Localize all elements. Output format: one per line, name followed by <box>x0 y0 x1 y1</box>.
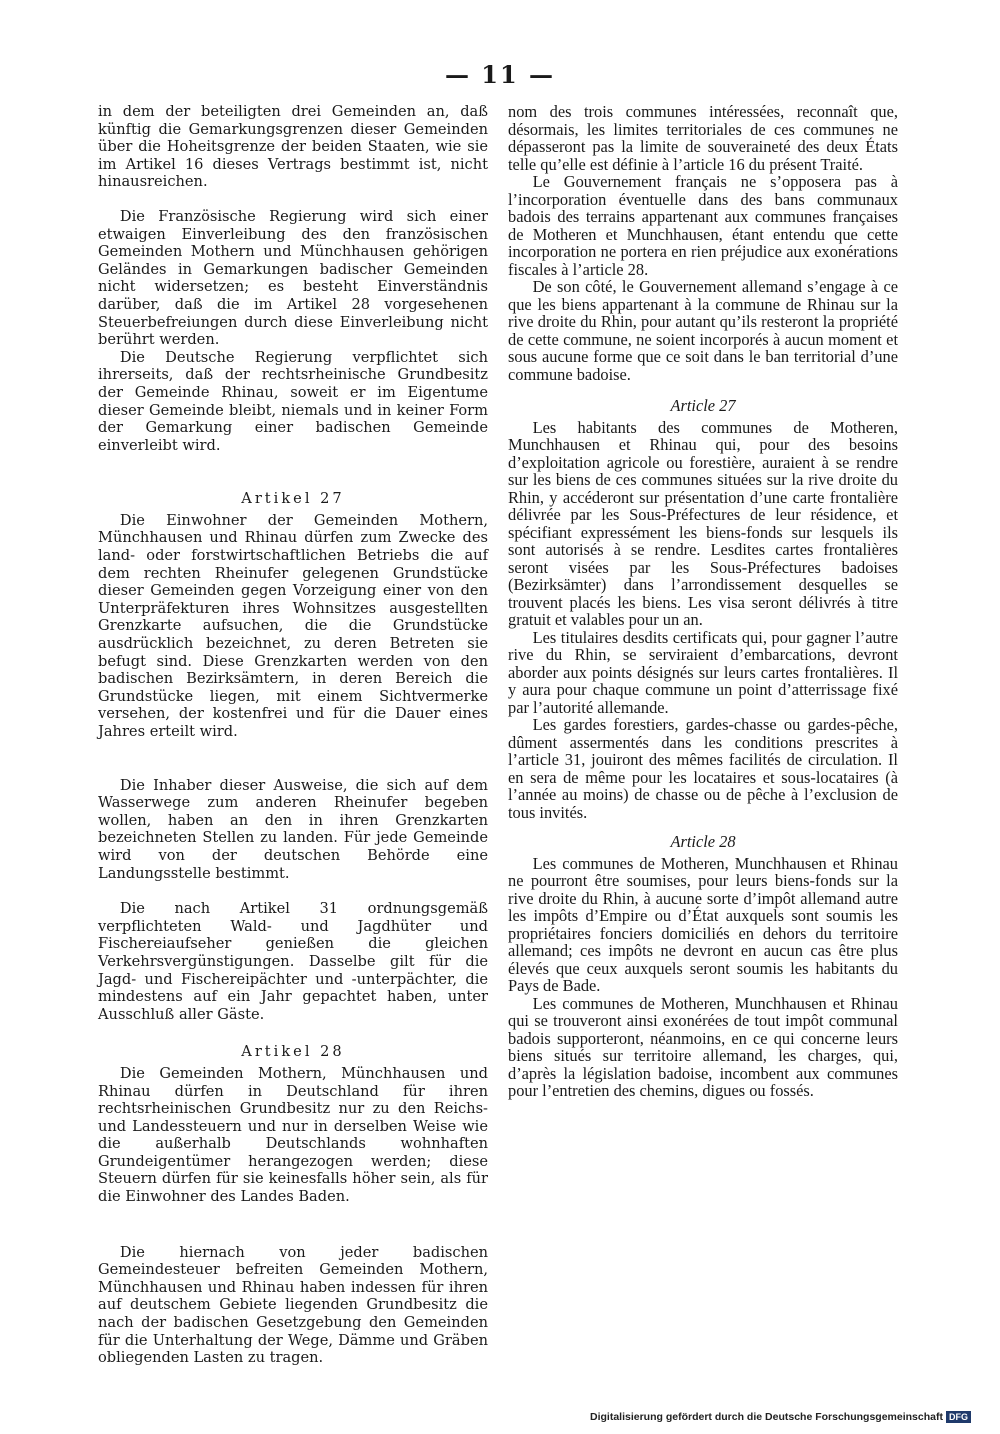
dfg-logo: DFG <box>946 1411 971 1423</box>
digitization-credit-text: Digitalisierung gefördert durch die Deutsche Forschungsgemeinschaft <box>590 1411 943 1423</box>
french-column <box>508 103 898 1100</box>
french-article-heading: Article 27 <box>670 396 736 415</box>
german-paragraph: Die Gemeinden Mothern, Münchhausen und Rhinau dürfen in Deutschland für ihren rechtsrheinischen Grundbesitz nur zu den Reichs- und Landessteuern und nur in derselben Weise wie die außerhalb Deutschlands wohnhaften Grundeigentümer herangezogen werden; diese Steuern dürfen für sie keinesfalls höher sein, als für die Einwohner des Landes Baden. <box>98 1064 488 1206</box>
french-article-heading: Article 28 <box>670 832 736 851</box>
french-paragraph: Les titulaires desdits certificats qui, pour gagner l’autre rive du Rhin, se serviraient d’embarcations, devront aborder aux points désignés sur leurs cartes frontalières. Il y aura pour chaque commune un point d’atterrissage fixé par l’autorité allemande. <box>508 627 898 717</box>
french-paragraph: Les gardes forestiers, gardes-chasse ou gardes-pêche, dûment assermentés dans les conditions prescrites à l’article 31, jouiront des mêmes facilités de circulation. Il en sera de même pour les locataires et sous-locataires (à l’année au moins) de chasse ou de pêche à l’exclusion de tous invités. <box>508 715 898 822</box>
french-paragraph: Les communes de Motheren, Munchhausen et Rhinau ne pourront être soumises, pour leurs biens-fonds sur la rive droite du Rhin, à aucune sorte d’impôt allemand autre les impôts d’Empire ou d’État auxquels sont soumis les propriétaires fonciers domiciliés en dehors du territoire allemand; ces impôts ne devront en aucun cas être plus élevés que ceux auxquels seront soumis les habitants du Pays de Bade. <box>508 853 898 995</box>
german-paragraph: Die Deutsche Regierung verpflichtet sich ihrerseits, daß der rechtsrheinische Grundbesitz der Gemeinde Rhinau, soweit er im Eigentume dieser Gemeinde bleibt, niemals und in keiner Form der Gemarkung einer badischen Gemeinde einverleibt wird. <box>98 348 488 454</box>
german-paragraph: Die Französische Regierung wird sich einer etwaigen Einverleibung des den französischen Gemeinden Mothern und Münchhausen gehörigen Geländes in Gemarkungen badischer Gemeinden nicht widersetzen; es besteht Einverständnis darüber, daß die im Artikel 28 vorgesehenen Steuerbefreiungen durch diese Einverleibung nicht berührt werden. <box>98 207 488 349</box>
french-paragraph: nom des trois communes intéressées, reconnaît que, désormais, les limites territoriales de ces communes ne dépasseront pas la limite de souveraineté des deux États telle qu’elle est définie à l’article 16 du présent Traité. <box>508 102 898 174</box>
german-paragraph: Die hiernach von jeder badischen Gemeindesteuer befreiten Gemeinden Mothern, Münchhausen und Rhinau haben indessen für ihren auf deutschem Gebiete liegenden Grundbesitz die nach der badischen Gesetzgebung den Gemeinden für die Unterhaltung der Wege, Dämme und Gräben obliegenden Lasten zu tragen. <box>98 1243 488 1367</box>
german-article-heading: Artikel 27 <box>241 490 345 508</box>
french-paragraph: Les habitants des communes de Motheren, Munchhausen et Rhinau qui, pour des besoins d’exploitation agricole ou forestière, auraient à se rendre sur les biens de ces communes situées sur la rive droite du Rhin, y accéderont sur présentation d’une carte frontalière délivrée par les Sous-Préfectures de leur résidence, et spécifiant expressément les biens-fonds sur lesquels ils sont autorisés à se rendre. Lesdites cartes frontalières seront visées par les Sous-Préfectures badoises (Bezirksämter) dans l’arrondissement desquelles se trouvent placés les biens. Les visa seront délivrés à titre gratuit et valables pour un an. <box>508 417 898 629</box>
german-paragraph: Die nach Artikel 31 ordnungsgemäß verpflichteten Wald- und Jagdhüter und Fischereiaufseher genießen die gleichen Verkehrsvergünstigungen. Dasselbe gilt für die Jagd- und Fischereipächter und -unterpächter, die mindestens auf ein Jahr gepachtet haben, unter Ausschluß aller Gäste. <box>98 900 488 1023</box>
digitization-credit <box>590 1411 971 1423</box>
french-paragraph: Le Gouvernement français ne s’opposera pas à l’incorporation éventuelle dans des bans communaux badois des terrains appartenant aux communes françaises de Motheren et Munchhausen, étant entendu que cette incorporation ne portera en rien préjudice aux exonérations fiscales à l’article 28. <box>508 172 898 279</box>
german-paragraph: in dem der beteiligten drei Gemeinden an, daß künftig die Gemarkungsgrenzen dieser Gemeinden über die Hoheitsgrenze der beiden Staaten, wie sie im Artikel 16 dieses Vertrags bestimmt ist, nicht hinausreichen. <box>98 103 488 191</box>
french-paragraph: Les communes de Motheren, Munchhausen et Rhinau qui se trouveront ainsi exonérées de tout impôt communal badois supporteront, néanmoins, en ce qui concerne leurs biens situés sur territoire allemand, les charges, qui, d’après la législation badoise, incombent aux communes pour l’entretien des chemins, digues ou fossés. <box>508 993 898 1100</box>
german-article-heading: Artikel 28 <box>241 1043 345 1061</box>
german-paragraph: Die Inhaber dieser Ausweise, die sich auf dem Wasserwege zum anderen Rheinufer begeben wollen, haben an den in ihren Grenzkarten bezeichneten Stellen zu landen. Für jede Gemeinde wird von der deutschen Behörde eine Landungsstelle bestimmt. <box>98 776 488 882</box>
german-column <box>98 103 488 1367</box>
german-paragraph: Die Einwohner der Gemeinden Mothern, Münchhausen und Rhinau dürfen zum Zwecke des land- oder forstwirtschaftlichen Betriebs die auf dem rechten Rheinufer gelegenen Grundstücke dieser Gemeinden gegen Vorzeigung einer von den Unterpräfekturen ihres Wohnsitzes ausgestellten Grenzkarte aufsuchen, die die Grundstücke ausdrücklich bezeichnet, zu deren Betreten sie befugt sind. Diese Grenzkarten werden von den badischen Bezirksämtern, in deren Bereich die Grundstücke liegen, mit einem Sichtvermerke versehen, der kostenfrei und für die Dauer eines Jahres erteilt wird. <box>98 511 488 740</box>
french-paragraph: De son côté, le Gouvernement allemand s’engage à ce que les biens appartenant à la commune de Rhinau sur la rive droite du Rhin, pour autant qu’ils resteront la propriété de cette commune, ne soient incorporés à aucun moment et sous aucune forme que ce soit dans le ban territorial d’une commune badoise. <box>508 277 898 384</box>
page-number: — 11 — <box>444 60 556 89</box>
